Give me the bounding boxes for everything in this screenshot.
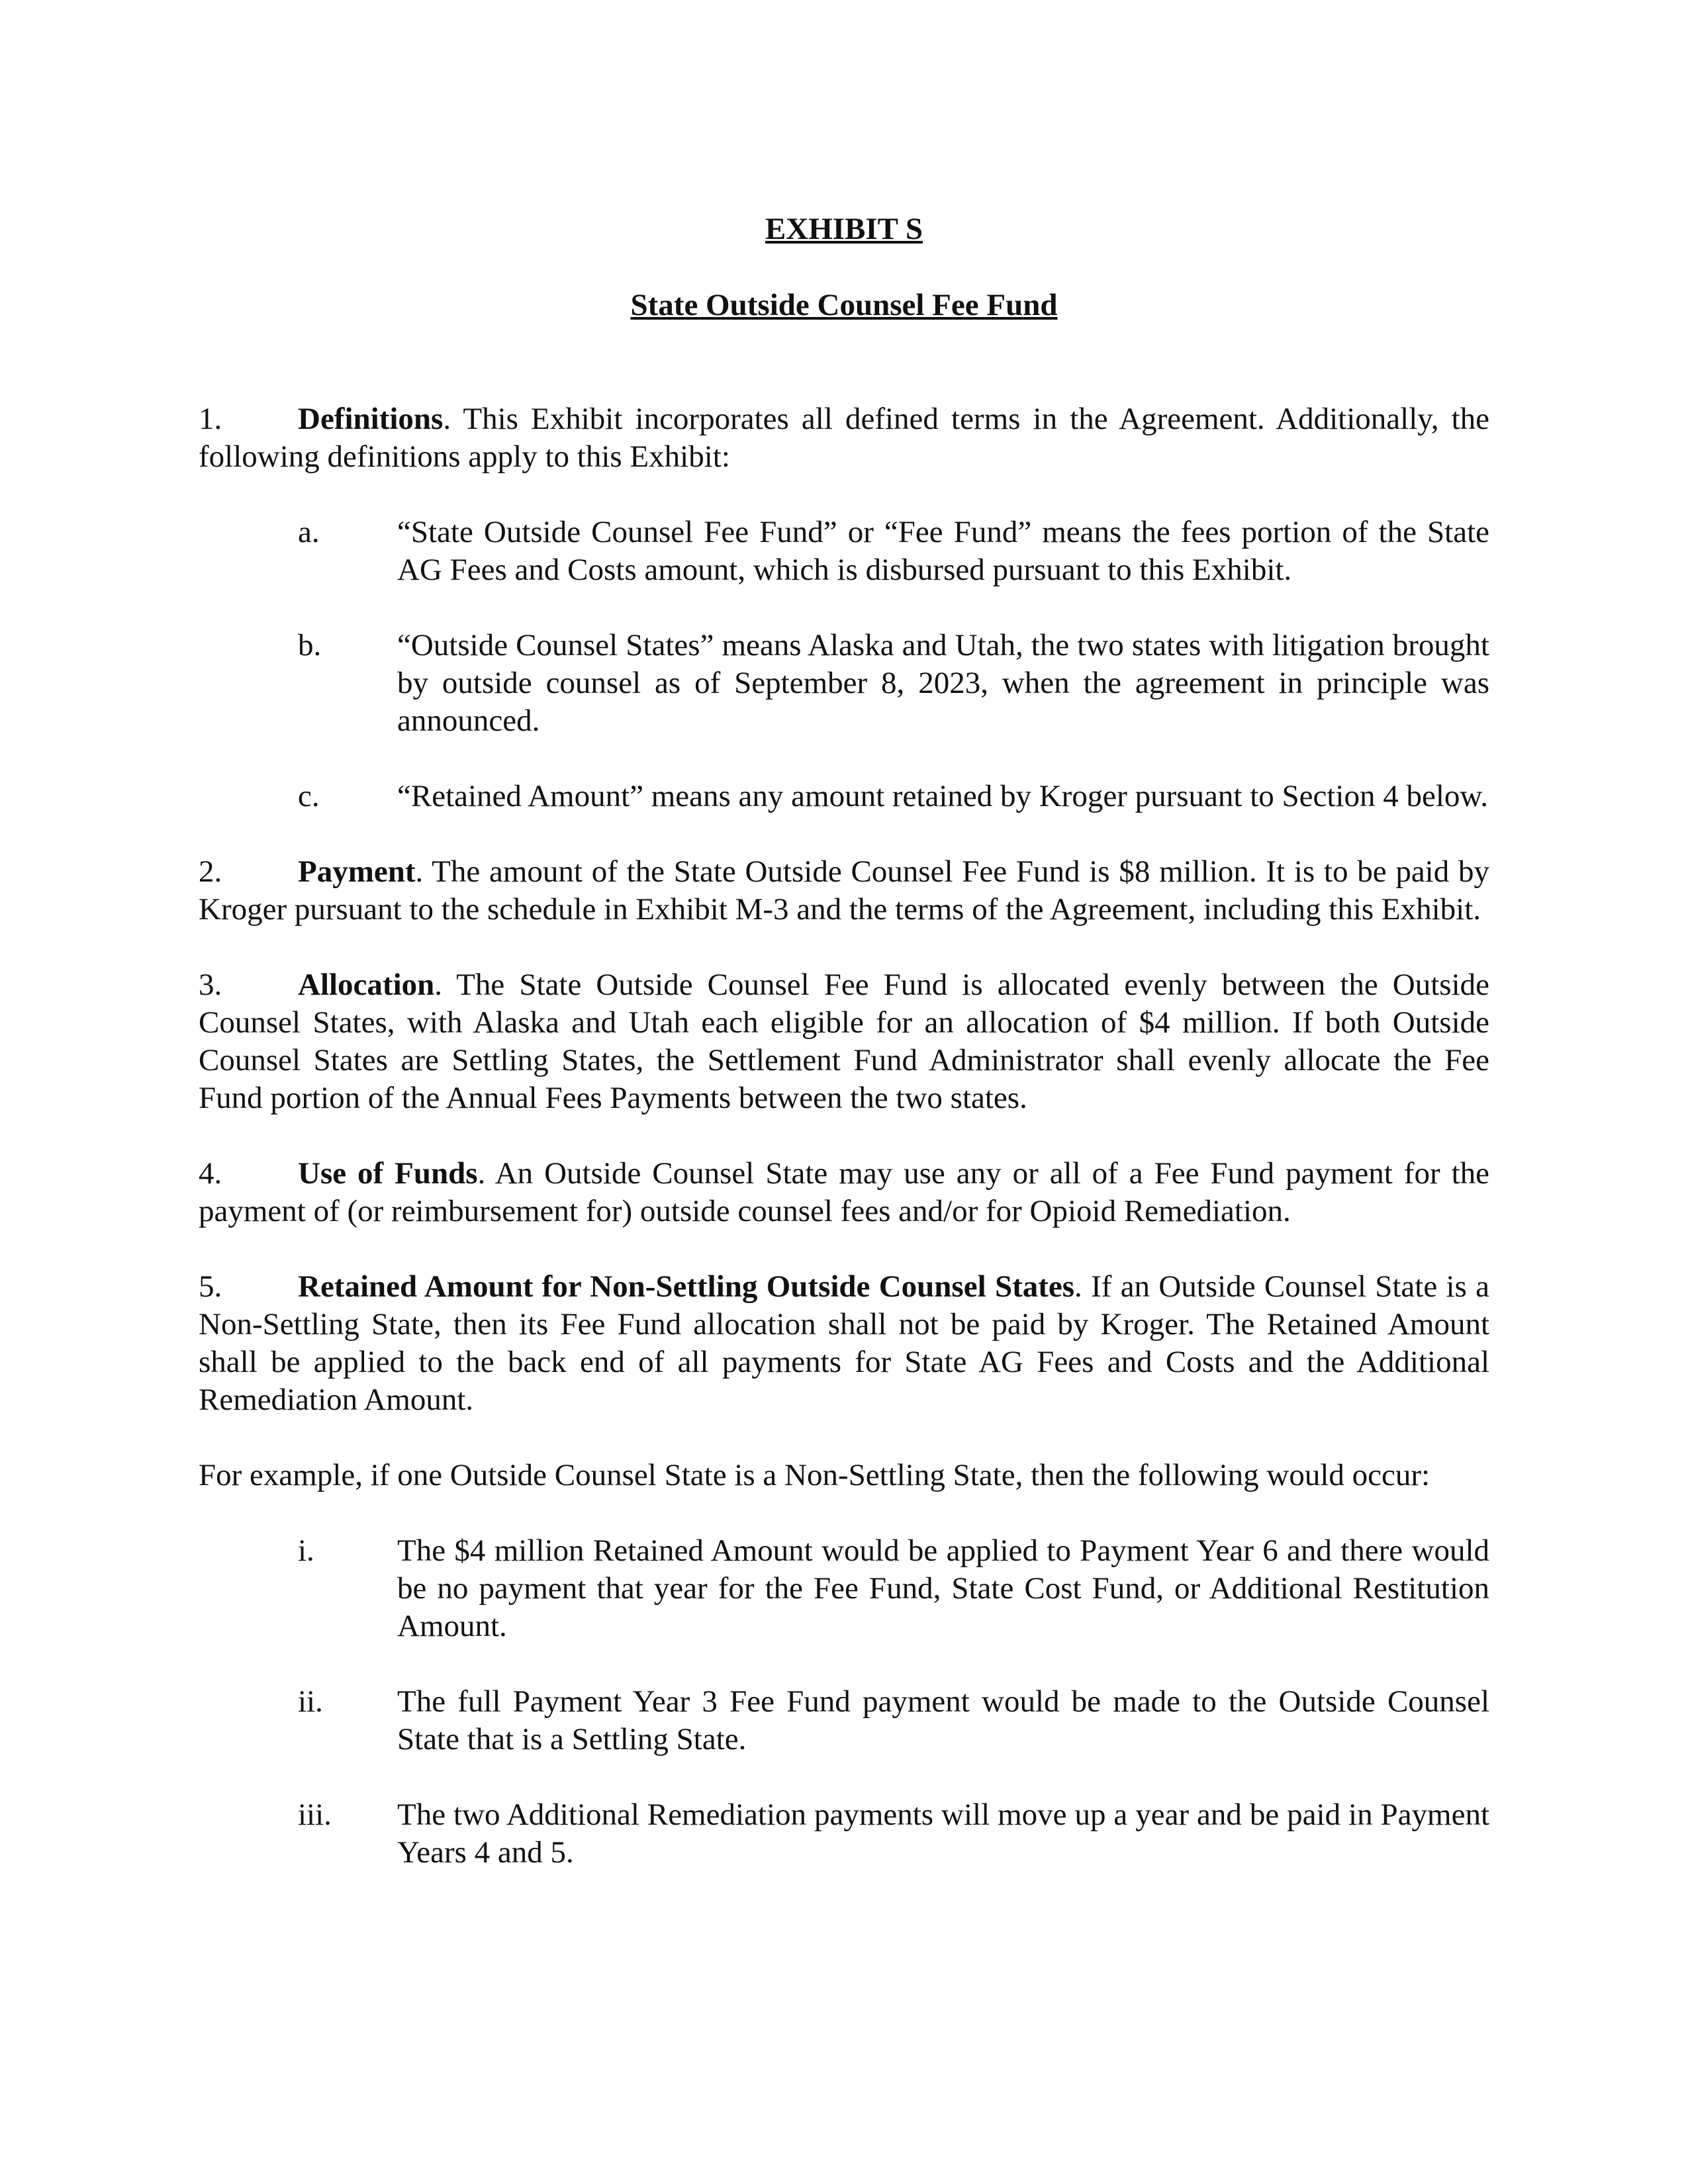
- list-item: [199, 627, 1489, 740]
- section-heading: Allocation: [298, 968, 435, 1002]
- list-item: [199, 1683, 1489, 1758]
- section-definitions: [199, 400, 1489, 476]
- section-number: 4.: [199, 1156, 222, 1191]
- section-use-of-funds: [199, 1155, 1489, 1230]
- list-marker: a.: [298, 515, 320, 549]
- definitions-list: [199, 514, 1489, 815]
- exhibit-subtitle: State Outside Counsel Fee Fund: [630, 288, 1058, 322]
- list-item-text: The $4 million Retained Amount would be applied to Payment Year 6 and there would be no payment that year for the Fee Fund, State Cost Fund, or Additional Restitution Amount.: [397, 1533, 1489, 1643]
- section-text: . The amount of the State Outside Counsel Fee Fund is $8 million. It is to be paid by Kroger pursuant to the schedule in Exhibit M-3 and the terms of the Agreement, including this Exhibit.: [199, 854, 1489, 927]
- list-marker: ii.: [298, 1684, 323, 1719]
- section-text: . If an Outside Counsel State is a Non-Settling State, then its Fee Fund allocation shall not be paid by Kroger. The Retained Amount shall be applied to the back end of all payments for State AG Fees and Costs and the Additional Remediation Amount.: [199, 1269, 1489, 1417]
- section-number: 1.: [199, 402, 222, 436]
- list-marker: iii.: [298, 1797, 332, 1832]
- section-text: . This Exhibit incorporates all defined terms in the Agreement. Additionally, the following definitions apply to this Exhibit:: [199, 402, 1489, 474]
- example-intro: For example, if one Outside Counsel State is a Non-Settling State, then the following would occur:: [199, 1458, 1430, 1492]
- exhibit-title: EXHIBIT S: [765, 212, 923, 246]
- list-item-text: “Outside Counsel States” means Alaska and Utah, the two states with litigation brought by outside counsel as of September 8, 2023, when the agreement in principle was announced.: [397, 628, 1489, 738]
- section-text: . An Outside Counsel State may use any or all of a Fee Fund payment for the payment of (or reimbursement for) outside counsel fees and/or for Opioid Remediation.: [199, 1156, 1489, 1228]
- list-item-text: “Retained Amount” means any amount retained by Kroger pursuant to Section 4 below.: [397, 779, 1489, 813]
- list-marker: c.: [298, 779, 320, 813]
- list-marker: b.: [298, 628, 322, 662]
- document-page: [199, 199, 1489, 1872]
- list-item-text: The full Payment Year 3 Fee Fund payment would be made to the Outside Counsel State that is a Settling State.: [397, 1684, 1489, 1756]
- list-item: [199, 778, 1489, 815]
- section-heading: Definitions: [298, 402, 444, 436]
- section-heading: Use of Funds: [298, 1156, 478, 1191]
- list-item-text: The two Additional Remediation payments will move up a year and be paid in Payment Years 4 and 5.: [397, 1797, 1489, 1870]
- section-heading: Retained Amount for Non-Settling Outside Counsel States: [298, 1269, 1075, 1304]
- list-item: [199, 514, 1489, 589]
- list-marker: i.: [298, 1533, 314, 1568]
- list-item-text: “State Outside Counsel Fee Fund” or “Fee Fund” means the fees portion of the State AG Fees and Costs amount, which is disbursed pursuant to this Exhibit.: [397, 515, 1489, 587]
- section-text: . The State Outside Counsel Fee Fund is allocated evenly between the Outside Counsel States, with Alaska and Utah each eligible for an allocation of $4 million. If both Outside Counsel States are Settling States, the Settlement Fund Administrator shall evenly allocate the Fee Fund portion of the Annual Fees Payments between the two states.: [199, 968, 1489, 1115]
- section-heading: Payment: [298, 854, 416, 889]
- list-item: [199, 1796, 1489, 1872]
- section-retained-amount: [199, 1268, 1489, 1419]
- section-number: 2.: [199, 854, 222, 889]
- example-list: [199, 1532, 1489, 1872]
- section-number: 5.: [199, 1269, 222, 1304]
- section-number: 3.: [199, 968, 222, 1002]
- section-payment: [199, 853, 1489, 929]
- section-allocation: [199, 966, 1489, 1117]
- list-item: [199, 1532, 1489, 1645]
